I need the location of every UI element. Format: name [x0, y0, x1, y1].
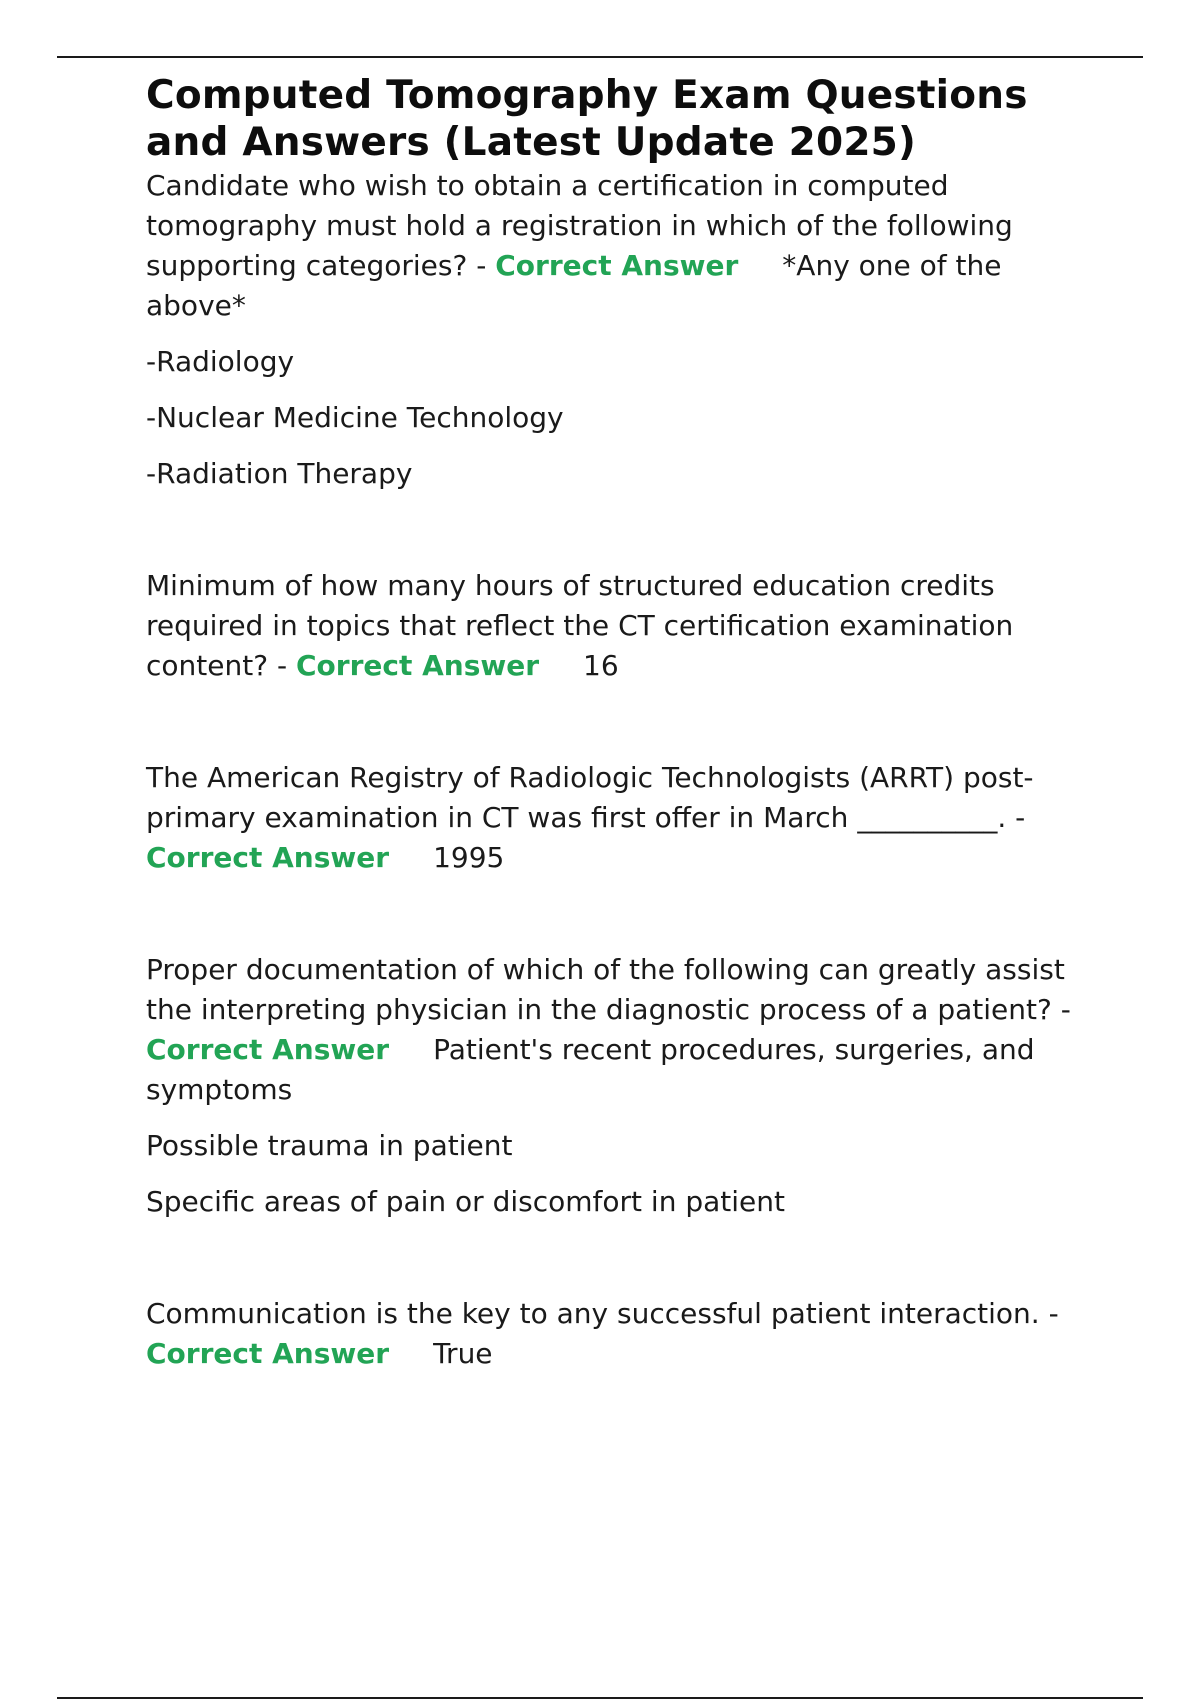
answer-extra: Possible trauma in patient — [146, 1129, 513, 1162]
correct-answer-label: Correct Answer — [146, 841, 390, 874]
correct-answer-label: Correct Answer — [495, 249, 739, 282]
top-rule — [57, 56, 1143, 58]
qa-item-1 — [146, 166, 1096, 494]
answer-extra: -Nuclear Medicine Technology — [146, 401, 564, 434]
correct-answer-label: Correct Answer — [146, 1337, 390, 1370]
qa-question — [146, 1294, 1096, 1374]
answer-extra: -Radiology — [146, 345, 295, 378]
question-text: Candidate who wish to obtain a certification in computed tomography must hold a registration in which of the following supporting categories? - — [146, 169, 1013, 282]
qa-question — [146, 758, 1096, 878]
answer-text: 16 — [583, 649, 619, 682]
qa-question — [146, 950, 1096, 1110]
qa-item-2 — [146, 566, 1096, 686]
question-text: Minimum of how many hours of structured education credits required in topics that reflect the CT certification examination content? - — [146, 569, 1014, 682]
question-text: The American Registry of Radiologic Technologists (ARRT) post-primary examination in CT was first offer in March __________. - — [146, 761, 1034, 834]
qa-question — [146, 566, 1096, 686]
qa-item-4 — [146, 950, 1096, 1222]
answer-extra: Specific areas of pain or discomfort in patient — [146, 1185, 785, 1218]
question-text: Communication is the key to any successful patient interaction. - — [146, 1297, 1059, 1330]
answer-text: *Any one of the above* — [146, 249, 1002, 322]
qa-item-3 — [146, 758, 1096, 878]
question-text: Proper documentation of which of the following can greatly assist the interpreting physician in the diagnostic process of a patient? - — [146, 953, 1071, 1026]
answer-text: Patient's recent procedures, surgeries, and symptoms — [146, 1033, 1035, 1106]
document-page — [146, 72, 1096, 1374]
qa-question — [146, 166, 1096, 326]
qa-item-5 — [146, 1294, 1096, 1374]
correct-answer-label: Correct Answer — [146, 1033, 390, 1066]
answer-extra: -Radiation Therapy — [146, 457, 413, 490]
answer-text: 1995 — [433, 841, 505, 874]
answer-text: True — [433, 1337, 493, 1370]
document-title: Computed Tomography Exam Questions and Answers (Latest Update 2025) — [146, 73, 1028, 165]
bottom-rule — [57, 1697, 1143, 1699]
correct-answer-label: Correct Answer — [295, 649, 540, 682]
